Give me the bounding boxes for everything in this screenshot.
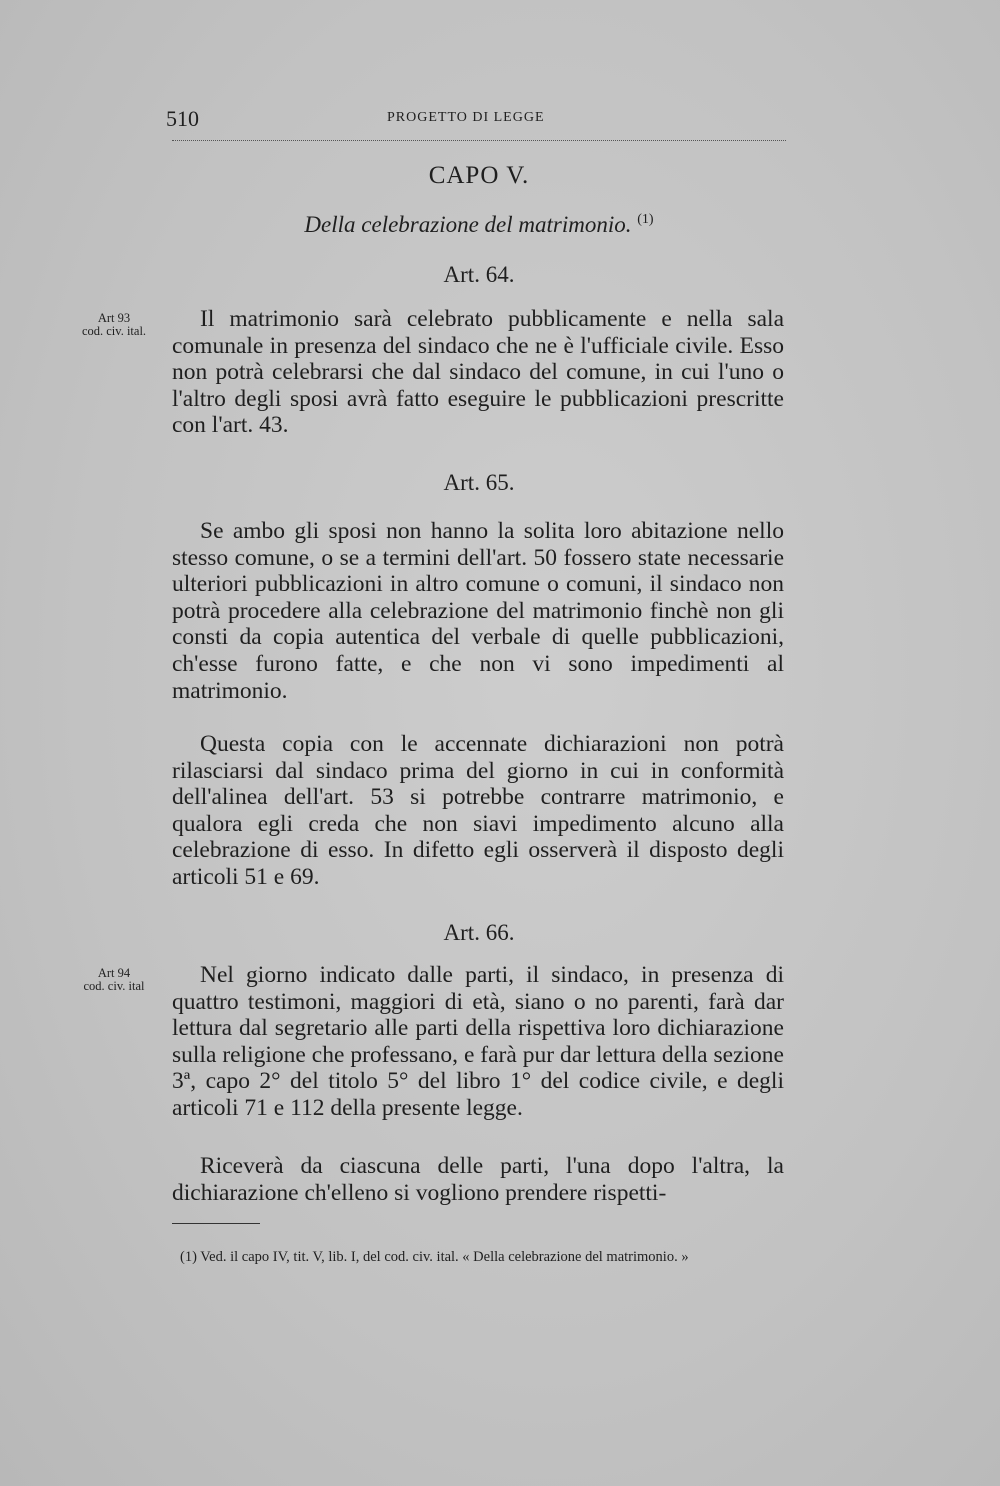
page-header	[166, 104, 786, 141]
article-66-paragraph-1: Nel giorno indicato dalle parti, il sindaco, in presenza di quattro testimoni, maggiori di età, siano o no parenti, farà dar lettura dal segretario alle parti della rispettiva loro dichiarazione sulla religione che professano, e farà pur dar lettura della sezione 3ª, capo 2° del titolo 5° del libro 1° del codice civile, e degli articoli 71 e 112 della presente legge.	[172, 962, 784, 1121]
chapter-subtitle-text: Della celebrazione del matrimonio.	[304, 212, 632, 237]
running-title: PROGETTO DI LEGGE	[387, 110, 545, 125]
margin-note-line: cod. civ. ital	[83, 979, 145, 993]
article-66-paragraph-2: Riceverà da ciascuna delle parti, l'una dopo l'altra, la dichiarazione ch'elleno si vogliono prendere rispetti-	[172, 1153, 784, 1206]
margin-note-art-66	[66, 967, 162, 993]
article-heading-65: Art. 65.	[443, 470, 515, 495]
chapter-subtitle	[172, 212, 786, 238]
footnote: (1) Ved. il capo IV, tit. V, lib. I, del cod. civ. ital. « Della celebrazione del matrimonio. »	[180, 1249, 689, 1265]
article-65-paragraph-2: Questa copia con le accennate dichiarazioni non potrà rilasciarsi dal sindaco prima del giorno in cui in conformità dell'alinea dell'art. 53 si potrebbe contrarre matrimonio, e qualora egli creda che non siavi impedimento alcuno alla celebrazione di esso. In difetto egli osserverà il disposto degli articoli 51 e 69.	[172, 731, 784, 890]
margin-note-line: Art 93	[97, 311, 131, 325]
margin-note-art-64	[66, 312, 162, 338]
page-number: 510	[166, 106, 199, 131]
margin-note-line: cod. civ. ital.	[81, 324, 147, 338]
article-heading-66: Art. 66.	[443, 920, 515, 945]
article-64-paragraph: Il matrimonio sarà celebrato pubblicamente e nella sala comunale in presenza del sindaco che ne è l'ufficiale civile. Esso non potrà celebrarsi che dal sindaco del comune, in cui l'uno o l'altro degli sposi avrà fatto eseguire le pubblicazioni prescritte con l'art. 43.	[172, 306, 784, 439]
chapter-title: CAPO V.	[428, 162, 530, 189]
footnote-reference: (1)	[637, 212, 654, 227]
article-heading-64: Art. 64.	[443, 262, 515, 287]
footnote-divider	[172, 1223, 260, 1224]
article-65-paragraph-1: Se ambo gli sposi non hanno la solita loro abitazione nello stesso comune, o se a termini dell'art. 50 fossero state necessarie ulteriori pubblicazioni in altro comune o comuni, il sindaco non potrà procedere alla celebrazione del matrimonio finchè non gli consti da copia autentica del verbale di quelle pubblicazioni, ch'esse furono fatte, e che non vi sono impedimenti al matrimonio.	[172, 518, 784, 704]
margin-note-line: Art 94	[97, 966, 131, 980]
